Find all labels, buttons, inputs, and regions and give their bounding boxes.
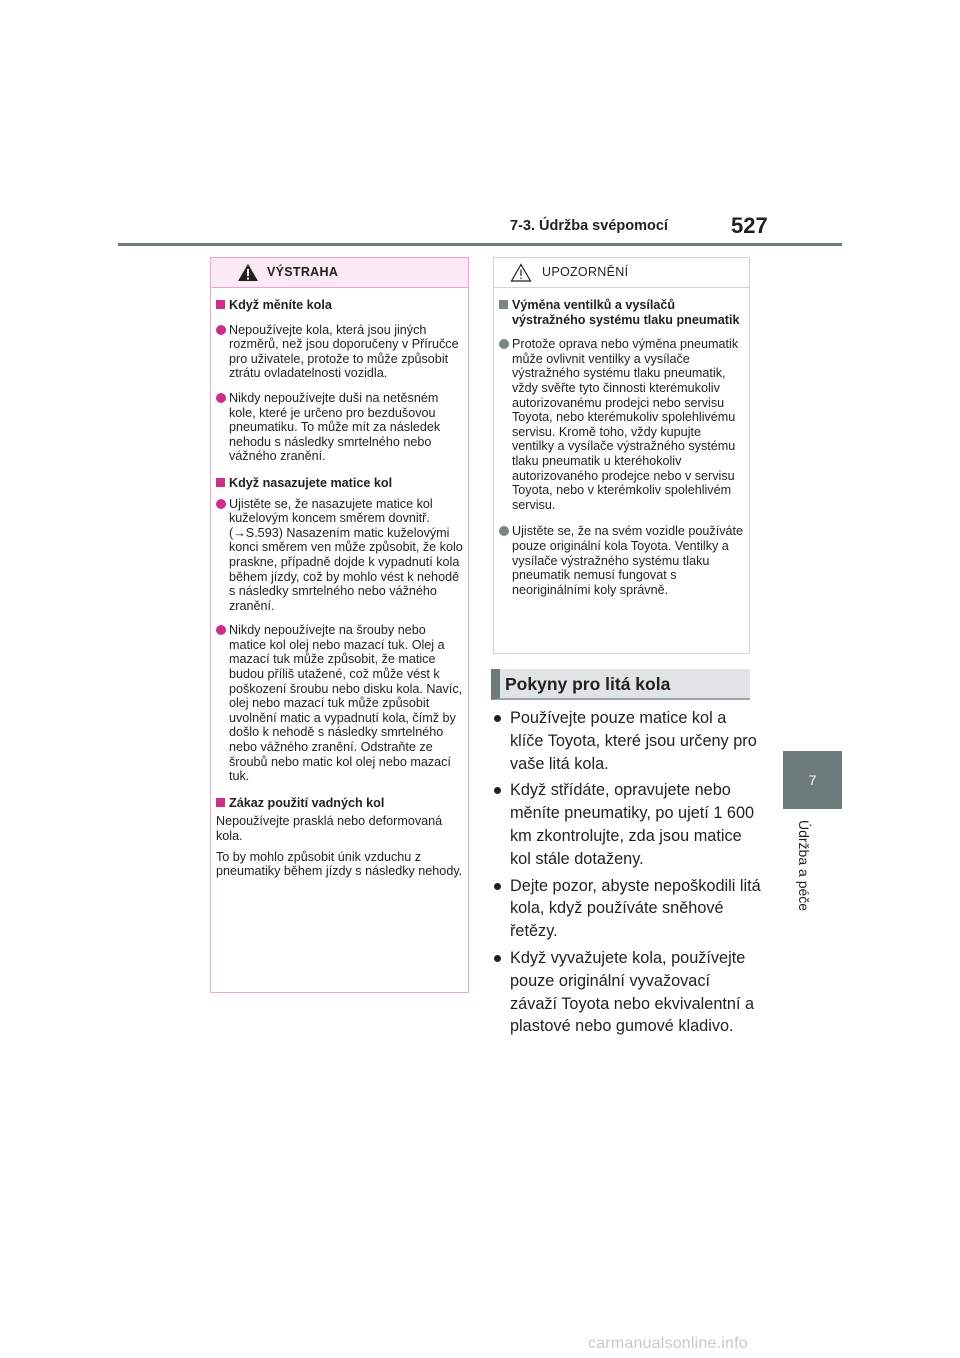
caution-box-header (494, 258, 749, 288)
warning-item: Ujistěte se, že nasazujete matice kol kuželovým koncem směrem dovnitř. (→S.593) Nasazením matic kuželovými konci směrem ven může způsobit, že kolo praskne, případně dojde k vypadnutí kola během jízdy, což by mohlo vést k nehodě s následky smrtelného nebo vážného zranění. (216, 497, 463, 614)
header-divider (118, 243, 842, 246)
square-bullet-icon (216, 300, 225, 309)
caution-box-body (494, 288, 749, 597)
bullet-dot-icon (494, 883, 501, 890)
square-bullet-icon (499, 300, 508, 309)
chapter-tab: 7 (783, 751, 842, 809)
list-item: Když vyvažujete kola, používejte pouze originální vyvažovací závaží Toyota nebo ekvivalentní a plastové nebo gumové kladivo. (491, 947, 761, 1038)
caution-triangle-icon (510, 263, 532, 282)
caution-item: Ujistěte se, že na svém vozidle používáte pouze originální kola Toyota. Ventilky a vysílače výstražného systému tlaku pneumatik nemusí fungovat s neoriginálními koly správně. (499, 524, 744, 597)
warning-heading: Zákaz použití vadných kol (216, 796, 463, 811)
round-bullet-icon (499, 339, 509, 349)
warning-item: Nikdy nepoužívejte na šrouby nebo matice kol olej nebo mazací tuk. Olej a mazací tuk může způsobit, že matice budou příliš utažené, což může vést k poškození šroubu nebo disku kola. Navíc, olej nebo mazací tuk může způsobit uvolnění matic a vypadnutí kola, čímž by došlo k nehodě s následky smrtelného nebo vážného zranění. Odstraňte ze šroubů nebo matic kol olej nebo mazací tuk. (216, 623, 463, 784)
round-bullet-icon (216, 393, 226, 403)
list-item: Dejte pozor, abyste nepoškodili litá kola, když používáte sněhové řetězy. (491, 875, 761, 943)
chapter-side-label: Údržba a péče (796, 820, 812, 912)
section-heading-bar (491, 669, 750, 700)
caution-heading: Výměna ventilků a vysílačů výstražného systému tlaku pneumatik (499, 298, 744, 327)
list-item: Když střídáte, opravujete nebo měníte pneumatiky, po ujetí 1 600 km zkontrolujte, zda jsou matice kol stále dotaženy. (491, 779, 761, 870)
bullet-dot-icon (494, 787, 501, 794)
warning-triangle-icon (237, 263, 259, 282)
list-item: Používejte pouze matice kol a klíče Toyota, které jsou určeny pro vaše litá kola. (491, 707, 761, 775)
caution-box-title: UPOZORNĚNÍ (542, 265, 629, 279)
section-header: 7-3. Údržba svépomocí (510, 218, 668, 234)
square-bullet-icon (216, 478, 225, 487)
warning-heading: Když měníte kola (216, 298, 463, 313)
warning-item: Nepoužívejte kola, která jsou jiných rozměrů, než jsou doporučeny v Příručce pro uživatele, protože to může způsobit ztrátu ovladatelnosti vozidla. (216, 323, 463, 381)
round-bullet-icon (216, 499, 226, 509)
round-bullet-icon (216, 325, 226, 335)
warning-paragraph: To by mohlo způsobit únik vzduchu z pneumatiky během jízdy s následky nehody. (216, 849, 463, 879)
warning-paragraph: Nepoužívejte prasklá nebo deformovaná kola. (216, 814, 443, 843)
section-title: Pokyny pro litá kola (505, 674, 671, 694)
warning-heading: Když nasazujete matice kol (216, 476, 463, 491)
caution-item: Protože oprava nebo výměna pneumatik může ovlivnit ventilky a vysílače výstražného systému tlaku pneumatik, vždy svěřte tyto činnosti kterémukoliv autorizovanému prodejci nebo servisu Toyota, nebo kterémukoliv spolehlivému servisu. Kromě toho, vždy kupujte ventilky a vysílače výstražného systému tlaku pneumatik u kteréhokoliv autorizovaného prodejce nebo v servisu Toyota, nebo v kterémkoliv spolehlivém servisu. (499, 337, 744, 512)
warning-box-title: VÝSTRAHA (267, 265, 339, 279)
warning-item: Nikdy nepoužívejte duši na netěsném kole, které je určeno pro bezdušovou pneumatiku. To může mít za následek nehodu s následky smrtelného nebo vážného zranění. (216, 391, 463, 464)
section-bullet-list (491, 707, 761, 1042)
round-bullet-icon (216, 625, 226, 635)
watermark: carmanualsonline.info (588, 1335, 748, 1352)
warning-box (210, 257, 469, 993)
bullet-dot-icon (494, 715, 501, 722)
page-number: 527 (731, 213, 768, 238)
warning-box-body (211, 288, 468, 879)
caution-box (493, 257, 750, 654)
square-bullet-icon (216, 798, 225, 807)
bullet-dot-icon (494, 955, 501, 962)
round-bullet-icon (499, 526, 509, 536)
warning-box-header (211, 258, 468, 288)
